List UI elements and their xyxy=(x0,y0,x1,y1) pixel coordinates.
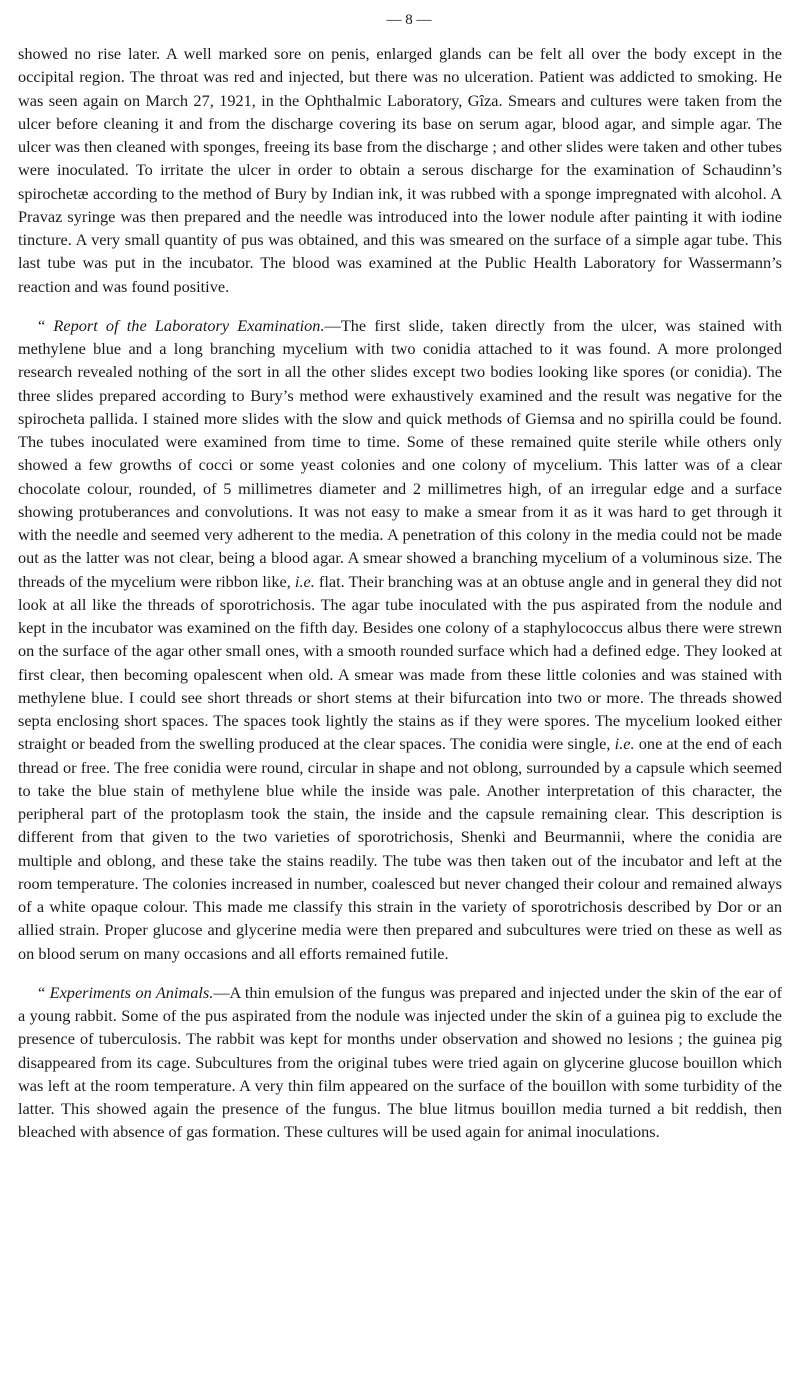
paragraph-text: one at the end of each thread or free. The free conidia were round, circular in shape and not oblong, surrounded by a capsule which seemed to take the blue stain of methylene blue while the inside was pale. Another interpretation of this character, the peripheral part of the protoplasm took the stain, the inside and the capsule remaining clear. This description is different from that given to the two varieties of sporotrichosis, Shenki and Beurmannii, where the conidia are multiple and oblong, and these take the stains readily. The tube was then taken out of the incubator and left at the room temperature. The colonies increased in number, coalesced but never changed their colour and remained always of a white opaque colour. This made me classify this strain in the variety of sporotrichosis described by Dor or an allied strain. Proper glucose and glycerine media were then prepared and subcultures were tried on these as well as on blood serum on many occasions and all efforts remained futile. xyxy=(18,734,783,963)
opening-quote: “ xyxy=(38,315,54,335)
opening-quote: “ xyxy=(38,982,50,1002)
paragraph-text: The first slide, taken directly from the ulcer, was stained with methylene blue and a long branching mycelium with two conidia attached to it was found. A more prolonged research revealed nothing of the sort in all the other slides except two bodies looking like spores (or conidia). The three slides prepared according to Bury’s method were exhaustively examined and the result was negative for the spirocheta pallida. I stained more slides with the slow and quick methods of Giemsa and no spirilla could be found. The tubes inoculated were examined from time to time. Some of these remained quite sterile while others only showed a few growths of cocci or some yeast colonies and one colony of mycelium. This latter was of a clear chocolate colour, rounded, of 5 millimetres diameter and 2 millimetres high, of an irregular edge and a surface showing protuberances and convolutions. It was not easy to make a smear from it as it was hard to get through it with the needle and seemed very adherent to the media. A penetration of this colony in the media could not be made out as the latter was not clear, being a blood agar. A smear showed a branching mycelium of a voluminous size. The threads of the mycelium were ribbon like, xyxy=(18,315,782,591)
section-heading-laboratory-report: Report of the Laboratory Examination. xyxy=(53,315,325,335)
document-page xyxy=(18,10,782,1160)
paragraph-text: flat. Their branching was at an obtuse angle and in general they did not look at all like the threads of sporotrichosis. The agar tube inoculated with the pus aspirated from the nodule and kept in the incubator was examined on the fifth day. Besides one colony of a staphylococcus albus there were strewn on the surface of the agar other small ones, with a smooth rounded surface which had a defined edge. They looked at first clear, then becoming opalescent when old. A smear was made from these little colonies and was stained with methylene blue. I could see short threads or short stems at their bifurcation into two or more. The threads showed septa enclosing short spaces. The spaces took lightly the stains as if they were spores. The mycelium looked either straight or beaded from the swelling produced at the clear spaces. The conidia were single, xyxy=(18,571,782,754)
page-number: — 8 — xyxy=(386,12,432,28)
abbreviation-ie: i.e. xyxy=(614,734,635,754)
abbreviation-ie: i.e. xyxy=(294,571,315,591)
heading-dash: — xyxy=(324,315,341,335)
paragraph-text: A thin emulsion of the fungus was prepared and injected under the skin of the ear of a young rabbit. Some of the pus aspirated from the nodule was injected under the skin of a guinea pig to exclude the presence of tuberculosis. The rabbit was kept for months under observation and showed no lesions ; the guinea pig disappeared from its cage. Subcultures from the original tubes were tried again on glycerine glucose bouillon which was left at the room temperature. A very thin film appeared on the surface of the bouillon with some turbidity of the latter. This showed again the presence of the fungus. The blue litmus bouillon media turned a bit reddish, then bleached with absence of gas formation. These cultures will be used again for animal inoculations. xyxy=(18,982,783,1142)
paragraph-laboratory-report xyxy=(18,314,782,965)
section-heading-animal-experiments: Experiments on Animals. xyxy=(49,982,214,1002)
paragraph-animal-experiments xyxy=(18,981,782,1144)
paragraph-patient-history xyxy=(18,42,782,298)
heading-dash: — xyxy=(213,982,230,1002)
paragraph-text: showed no rise later. A well marked sore on penis, enlarged glands can be felt all over the body except in the occipital region. The throat was red and injected, but there was no ulceration. Patient was addicted to smoking. He was seen again on March 27, 1921, in the Ophthalmic Laboratory, Gîza. Smears and cultures were taken from the ulcer before cleaning it and from the discharge covering its base on serum agar, blood agar, and simple agar. The ulcer was then cleaned with sponges, freeing its base from the discharge ; and other slides were taken and other tubes were inoculated. To irritate the ulcer in order to obtain a serous discharge for the examination of Schaudinn’s spirochetæ according to the method of Bury by Indian ink, it was rubbed with a sponge impregnated with alcohol. A Pravaz syringe was then prepared and the needle was introduced into the lower nodule after painting it with iodine tincture. A very small quantity of pus was obtained, and this was smeared on the surface of a simple agar tube. This last tube was put in the incubator. The blood was examined at the Public Health Laboratory for Wassermann’s reaction and was found positive. xyxy=(18,44,782,296)
